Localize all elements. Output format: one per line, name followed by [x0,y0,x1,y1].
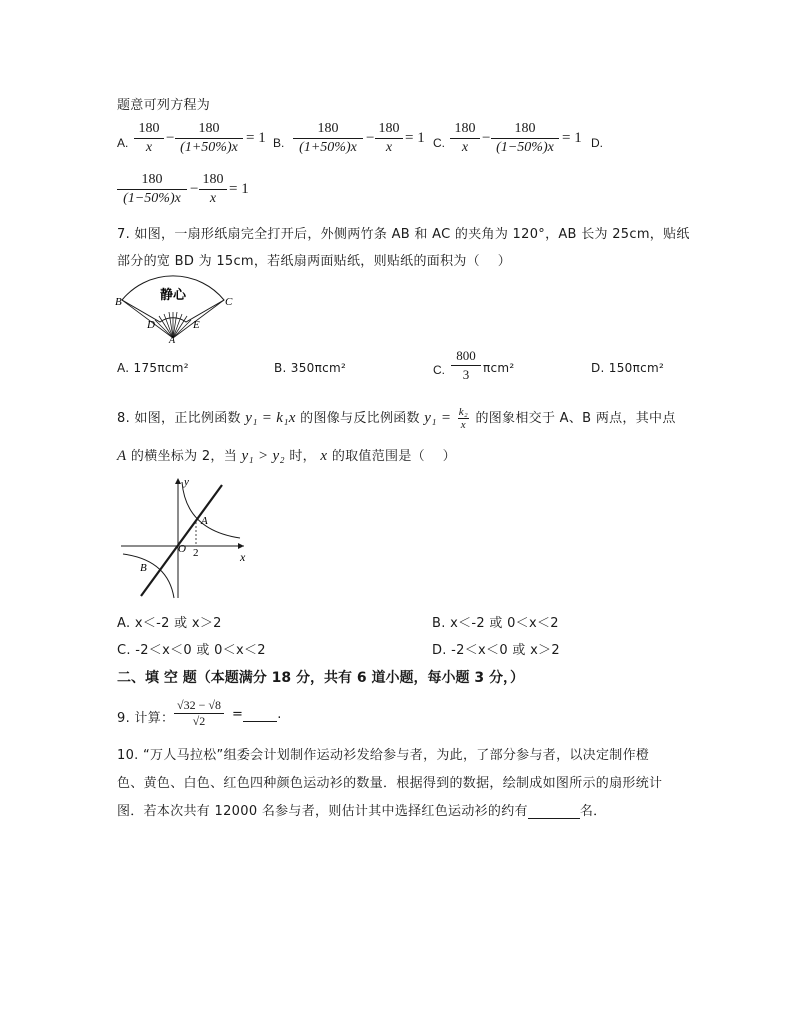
q8-text-part-1: 8. 如图，正比例函数 [117,411,241,426]
q6-b-fraction-2 [375,121,403,157]
label-c: C [225,296,233,308]
label-e: E [193,319,200,331]
q8-text-part-6: 的取值范围是（ ） [331,449,456,464]
numerator: √32 − √8 [174,698,224,714]
equals-one: = 1 [562,130,582,146]
q8-option-d: D. -2＜x＜0 或 x＞2 [432,643,560,658]
q10-text-part-1: 图．若本次共有 12000 名参与者，则估计其中选择红色运动衫的约有 [117,804,528,819]
q7-option-d: D. 150πcm² [591,361,665,375]
section-2-heading: 二、填 空 题（本题满分 18 分，共有 6 道小题，每小题 3 分，） [117,670,524,686]
q9-answer-line [232,707,282,722]
axis-label-y: y [184,476,189,488]
q7-option-c-fraction [451,348,481,384]
q8-option-b: B. x＜-2 或 0＜x＜2 [432,616,559,631]
q8-variable-x: x [320,448,328,464]
q7-option-c-label: C. [433,363,445,377]
denominator: 3 [462,367,470,382]
denominator: x [385,140,393,155]
denominator: x [209,191,217,206]
q6-a-fraction-2 [175,121,243,157]
q8-text-part-3: 的图象相交于 A、B 两点，其中点 [475,411,676,426]
numerator: 180 [134,121,164,139]
q7-text-line-1: 7. 如图，一扇形纸扇完全打开后，外侧两竹条 AB 和 AC 的夹角为 120°，AB 长为 25cm，贴纸 [117,227,690,242]
y-axis-arrow [175,478,181,484]
answer-blank[interactable] [243,707,277,722]
q6-option-b-label: B. [273,136,285,150]
label-b: B [115,296,122,308]
numerator: 180 [450,121,480,139]
axis-label-x: x [240,550,246,564]
function-graph [118,474,258,600]
q8-text-part-4: 的横坐标为 2，当 [130,449,238,464]
origin-label: O [178,543,186,555]
q6-b-fraction-1 [293,121,363,157]
equals-one: = 1 [229,181,249,197]
q6-c-fraction-2 [491,121,559,157]
q9-fraction [174,698,224,729]
equals-one: = 1 [405,130,425,146]
q8-condition: y₁ > y₂ [241,448,285,464]
q8-text-part-2: 的图像与反比例函数 [300,411,420,426]
q8-point-a: A [117,448,127,464]
minus-sign: − [166,130,175,146]
period: . [277,707,282,722]
numerator: 180 [293,121,363,139]
point-a-label: A [201,515,208,527]
minus-sign: − [190,181,199,197]
label-d: D [147,319,155,331]
equals-sign: = [232,707,244,722]
denominator: x [145,140,153,155]
numerator: 180 [117,172,187,190]
q8-text-part-5: 时， [289,449,316,464]
q8-text-line-2 [117,445,456,465]
numerator: k₂ [458,406,468,418]
fan-ribs [122,300,224,338]
numerator: 180 [491,121,559,139]
denominator: x [460,419,466,431]
point-b-label: B [140,562,147,574]
denominator: (1−50%)x [496,140,554,155]
q6-option-c-label: C. [433,136,445,150]
answer-blank[interactable] [528,804,580,819]
q8-inverse-function-left: y₁ = [424,410,452,426]
numerator: 180 [375,121,403,139]
denominator: (1+50%)x [299,140,357,155]
denominator: x [461,140,469,155]
q6-d-fraction-1 [117,172,187,208]
minus-sign: − [366,130,375,146]
q6-option-a-label: A. [117,136,129,150]
denominator: (1+50%)x [180,140,238,155]
q8-inverse-function-fraction [458,406,469,431]
fan-calligraphy-text: 静心 [159,287,187,302]
q7-text-line-2: 部分的宽 BD 为 15cm，若纸扇两面贴纸，则贴纸的面积为（ ） [117,254,512,269]
q6-intro: 题意可列方程为 [117,98,211,113]
numerator: 180 [175,121,243,139]
q8-option-a: A. x＜-2 或 x＞2 [117,616,222,631]
q6-a-fraction-1 [134,121,164,157]
q6-d-fraction-2 [199,172,227,208]
q10-text-line-3 [117,800,606,819]
x-axis-arrow [238,543,244,549]
numerator: 800 [451,348,481,366]
q8-text-line-1 [117,406,676,431]
q8-option-c: C. -2＜x＜0 或 0＜x＜2 [117,643,266,658]
direct-proportion-line [141,485,222,596]
q7-option-b: B. 350πcm² [274,361,347,375]
q9-prefix: 9. 计算： [117,711,175,726]
q6-c-fraction-1 [450,121,480,157]
q8-direct-function: y₁ = k₁x [245,410,296,426]
q10-text-part-2: 名． [579,804,607,819]
label-a: A [169,335,176,344]
q6-option-d-label: D. [591,136,603,150]
denominator: (1−50%)x [123,191,181,206]
q10-text-line-2: 色、黄色、白色、红色四种颜色运动衫的数量．根据得到的数据，绘制成如图所示的扇形统计 [117,776,663,791]
minus-sign: − [482,130,491,146]
q7-option-a: A. 175πcm² [117,361,189,375]
numerator: 180 [199,172,227,190]
denominator: √2 [192,714,206,728]
q7-option-c-unit: πcm² [483,361,515,375]
equals-one: = 1 [246,130,266,146]
q10-text-line-1: 10. “万人马拉松”组委会计划制作运动衫发给参与者，为此，了部分参与者，以决定制作橙 [117,748,650,763]
tick-label-2: 2 [193,547,199,559]
fan-figure [112,272,242,344]
